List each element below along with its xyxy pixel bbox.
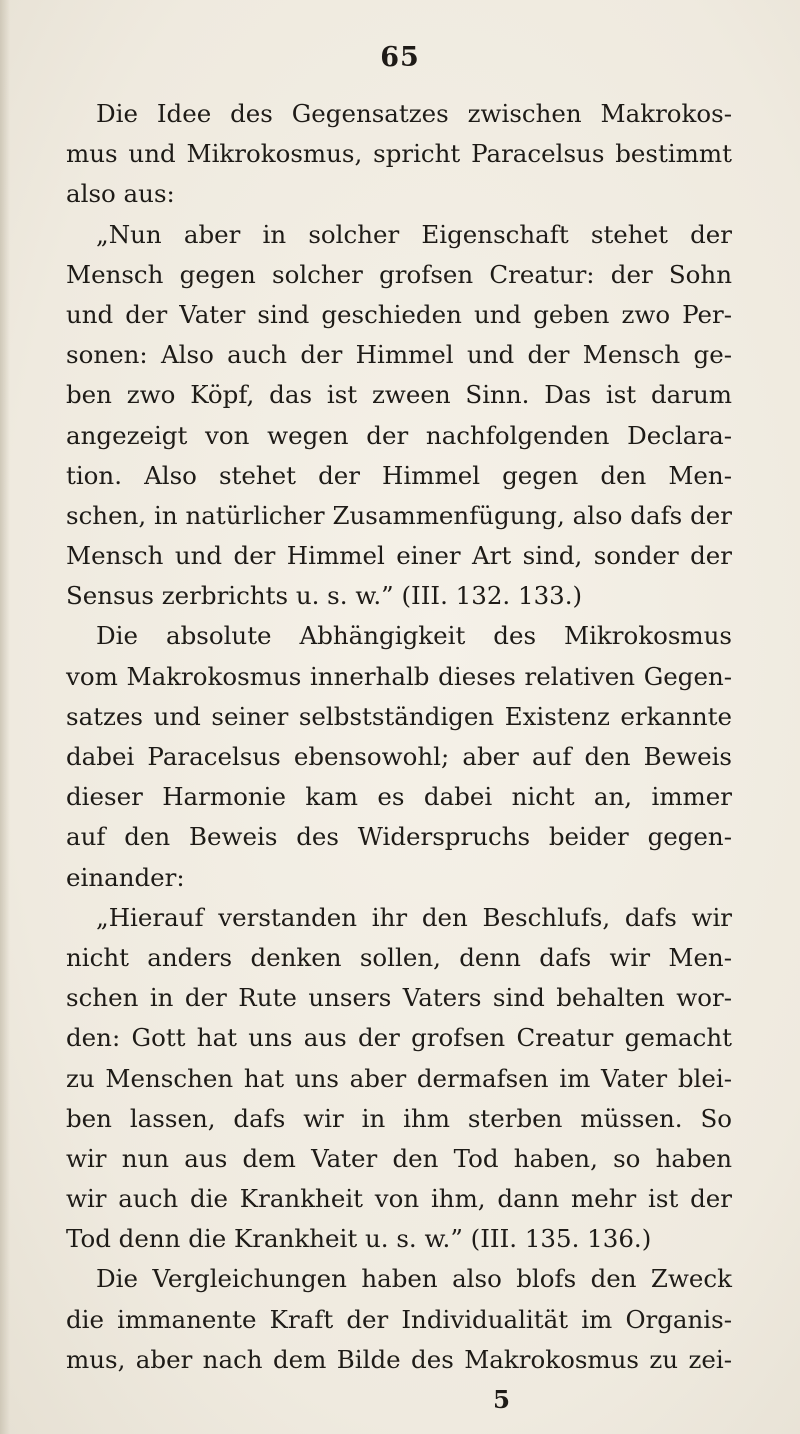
text-line: nicht anders denken sollen, denn dafs wir Men- <box>66 942 732 972</box>
text-line: vom Makrokosmus innerhalb dieses relativen Gegen- <box>66 661 732 691</box>
text-line: zu Menschen hat uns aber dermafsen im Vater blei- <box>66 1063 732 1093</box>
text-line: sonen: Also auch der Himmel und der Mensch ge- <box>66 340 732 370</box>
text-line: satzes und seiner selbstständigen Existenz erkannte <box>66 701 732 731</box>
text-line: Mensch und der Himmel einer Art sind, sonder der <box>66 541 732 571</box>
text-line: „Nun aber in solcher Eigenschaft stehet der <box>96 219 732 249</box>
text-line: Tod denn die Krankheit u. s. w.” (III. 135. 136.) <box>66 1224 652 1254</box>
text-line: einander: <box>66 862 185 892</box>
text-line: dabei Paracelsus ebensowohl; aber auf den Beweis <box>66 742 732 771</box>
text-line: die immanente Kraft der Individualität im Organis- <box>66 1304 732 1334</box>
page-gutter-shadow <box>0 0 10 1434</box>
text-line: angezeigt von wegen der nachfolgenden Declara- <box>66 420 732 450</box>
text-line: schen, in natürlicher Zusammenfügung, also dafs der <box>66 500 732 530</box>
text-line: mus, aber nach dem Bilde des Makrokosmus zu zei- <box>66 1344 732 1374</box>
text-line: also aus: <box>66 179 175 209</box>
text-line: Die absolute Abhängigkeit des Mikrokosmus <box>96 621 732 651</box>
text-line: auf den Beweis des Widerspruchs beider gegen- <box>66 822 732 852</box>
text-line: schen in der Rute unsers Vaters sind behalten wor- <box>66 983 732 1013</box>
text-line: Die Idee des Gegensatzes zwischen Makrokos- <box>96 99 732 128</box>
body-text <box>66 94 732 1420</box>
text-line: „Hierauf verstanden ihr den Beschlufs, dafs wir <box>96 902 732 932</box>
text-line: wir nun aus dem Vater den Tod haben, so haben <box>66 1143 732 1173</box>
text-line: Mensch gegen solcher grofsen Creatur: der Sohn <box>66 259 732 289</box>
text-line: und der Vater sind geschieden und geben zwo Per- <box>66 299 732 329</box>
text-line: wir auch die Krankheit von ihm, dann mehr ist der <box>66 1184 732 1214</box>
text-line: dieser Harmonie kam es dabei nicht an, immer <box>66 782 732 812</box>
text-line: mus und Mikrokosmus, spricht Paracelsus bestimmt <box>66 139 732 169</box>
text-line: Die Vergleichungen haben also blofs den Zweck <box>96 1264 732 1294</box>
text-line: ben zwo Köpf, das ist zween Sinn. Das ist darum <box>66 380 732 410</box>
text-line: ben lassen, dafs wir in ihm sterben müssen. So <box>66 1103 732 1133</box>
text-line: Sensus zerbrichts u. s. w.” (III. 132. 133.) <box>66 581 583 611</box>
page-number: 65 <box>380 42 420 73</box>
text-line: den: Gott hat uns aus der grofsen Creatur gemacht <box>66 1023 732 1053</box>
text-line: tion. Also stehet der Himmel gegen den Men- <box>66 460 732 490</box>
signature-mark: 5 <box>493 1385 511 1414</box>
